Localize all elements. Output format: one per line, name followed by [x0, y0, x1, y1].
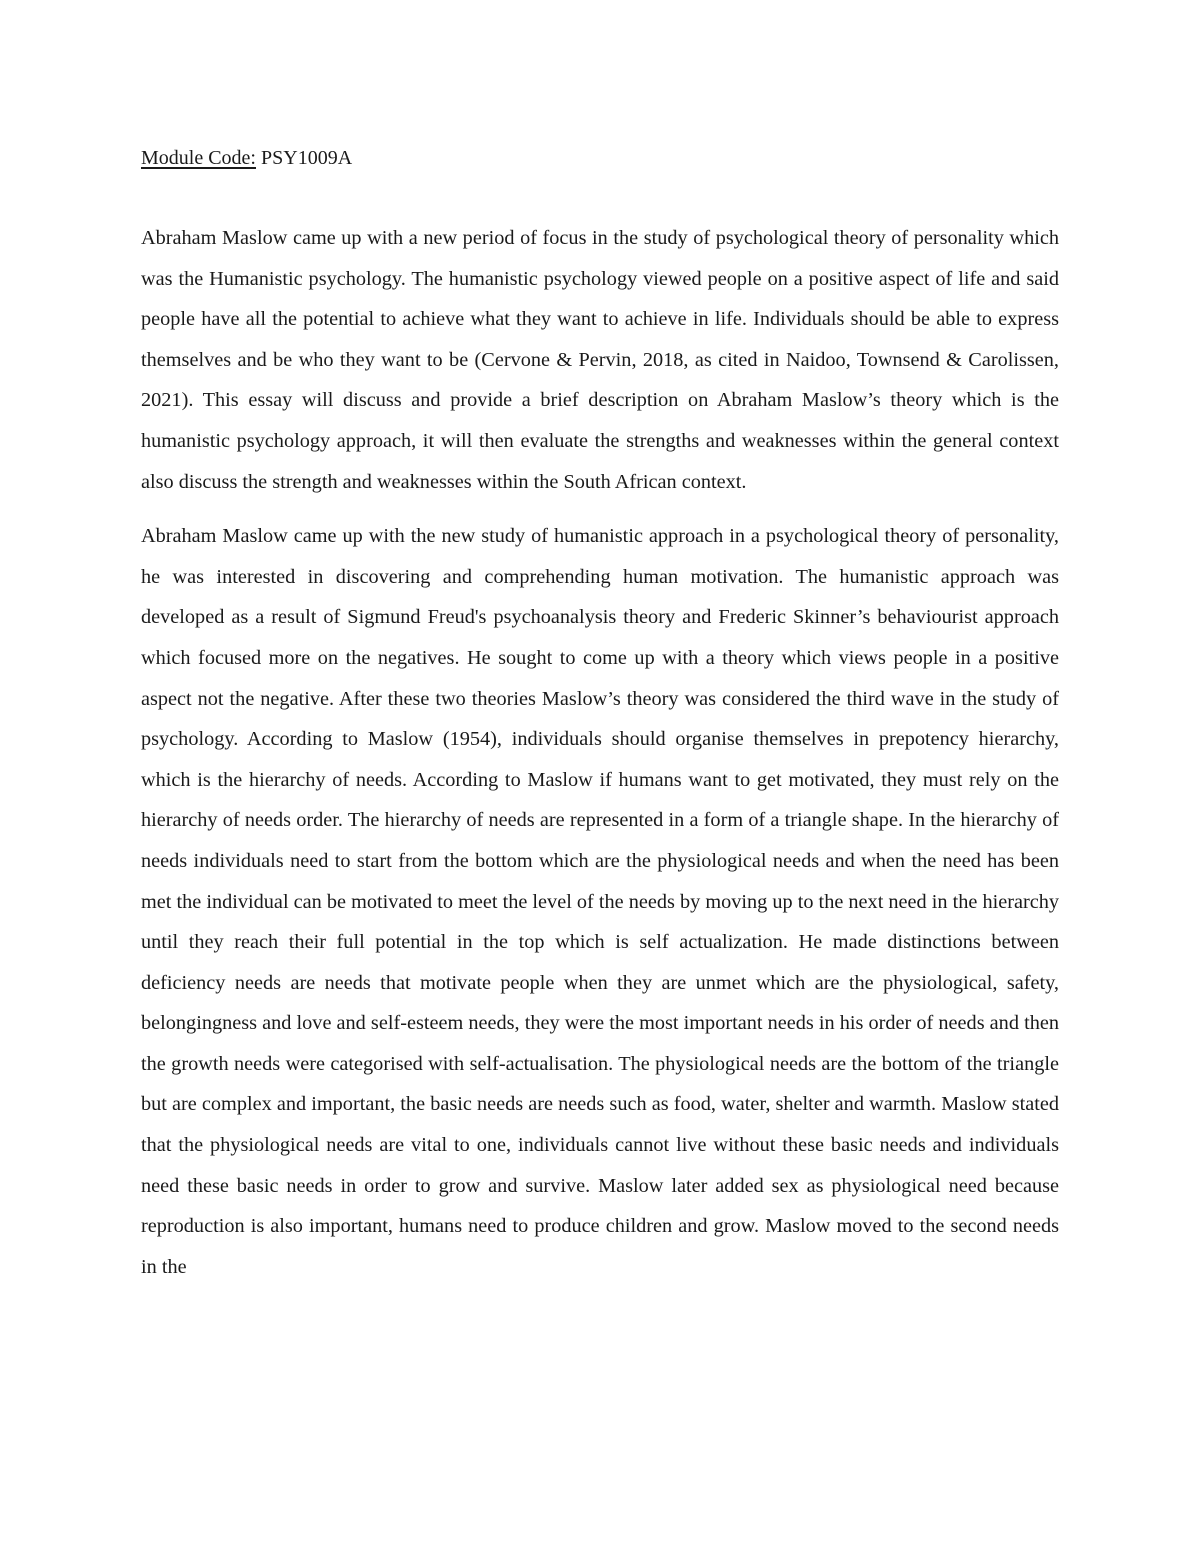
module-code-label: Module Code:: [141, 147, 256, 169]
module-code-value: PSY1009A: [256, 147, 353, 169]
module-code-line: [141, 138, 1059, 178]
body-paragraph: Abraham Maslow came up with the new study of humanistic approach in a psychological theory of personality, he was interested in discovering and comprehending human motivation. The humanistic approach was developed as a result of Sigmund Freud's psychoanalysis theory and Frederic Skinner’s behaviourist approach which focused more on the negatives. He sought to come up with a theory which views people in a positive aspect not the negative. After these two theories Maslow’s theory was considered the third wave in the study of psychology. According to Maslow (1954), individuals should organise themselves in prepotency hierarchy, which is the hierarchy of needs. According to Maslow if humans want to get motivated, they must rely on the hierarchy of needs order. The hierarchy of needs are represented in a form of a triangle shape. In the hierarchy of needs individuals need to start from the bottom which are the physiological needs and when the need has been met the individual can be motivated to meet the level of the needs by moving up to the next need in the hierarchy until they reach their full potential in the top which is self actualization. He made distinctions between deficiency needs are needs that motivate people when they are unmet which are the physiological, safety, belongingness and love and self-esteem needs, they were the most important needs in his order of needs and then the growth needs were categorised with self-actualisation. The physiological needs are the bottom of the triangle but are complex and important, the basic needs are needs such as food, water, shelter and warmth. Maslow stated that the physiological needs are vital to one, individuals cannot live without these basic needs and individuals need these basic needs in order to grow and survive. Maslow later added sex as physiological need because reproduction is also important, humans need to produce children and grow. Maslow moved to the second needs in the: [141, 525, 1060, 1278]
document-body: [141, 138, 1059, 1287]
introduction-paragraph: Abraham Maslow came up with a new period of focus in the study of psychological theory of personality which was the Humanistic psychology. The humanistic psychology viewed people on a positive aspect of life and said people have all the potential to achieve what they want to achieve in life. Individuals should be able to express themselves and be who they want to be (Cervone & Pervin, 2018, as cited in Naidoo, Townsend & Carolissen, 2021). This essay will discuss and provide a brief description on Abraham Maslow’s theory which is the humanistic psychology approach, it will then evaluate the strengths and weaknesses within the general context also discuss the strength and weaknesses within the South African context.: [141, 227, 1059, 493]
